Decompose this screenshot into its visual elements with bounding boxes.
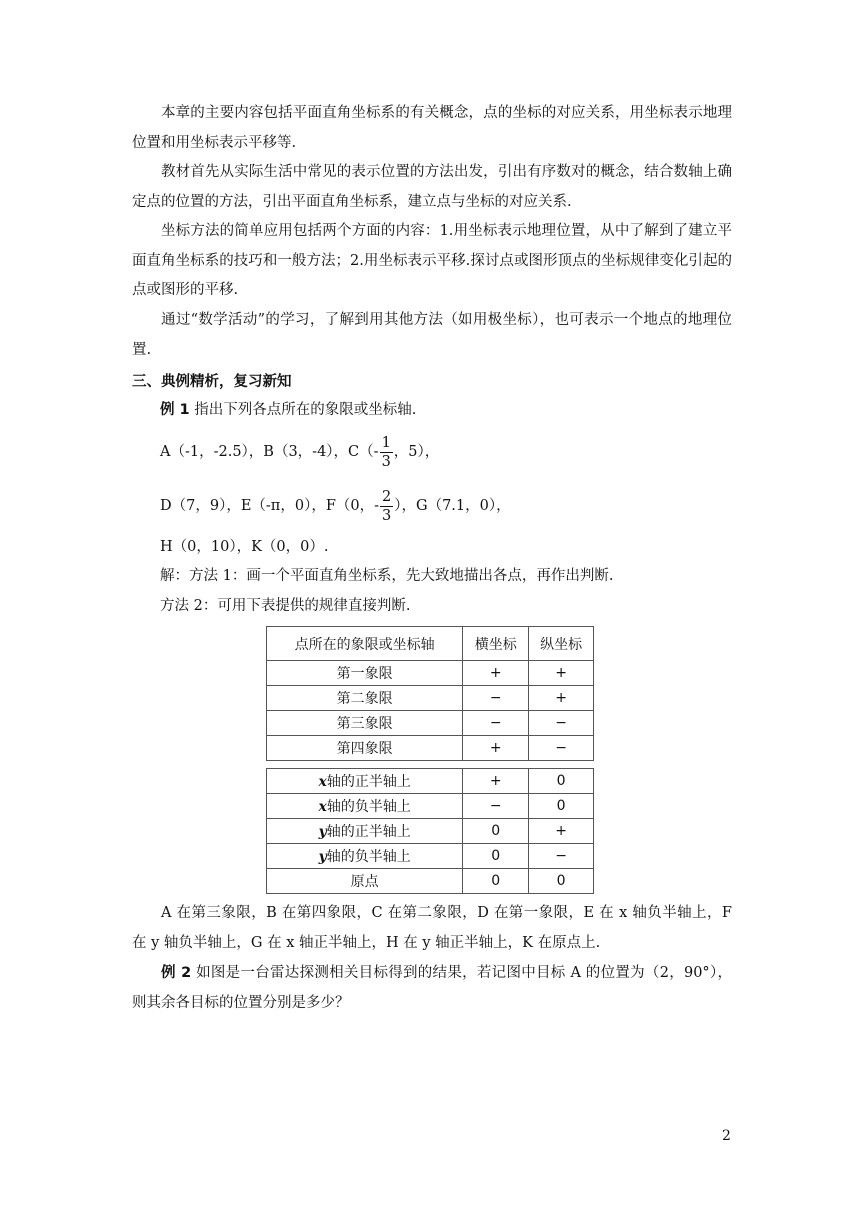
- fraction-two-thirds: $\frac{2}{3}$: [382, 488, 392, 524]
- solution-method-1: 解：方法 1：画一个平面直角坐标系，先大致地描出各点，再作出判断.: [160, 568, 614, 584]
- table-header-location: 点所在的象限或坐标轴: [267, 627, 463, 661]
- points-line-2a: D（7，9），E（-π，0），F（0，-: [160, 498, 380, 514]
- points-line-2b: ），G（7.1，0），: [394, 498, 511, 514]
- example-1-question: 指出下列各点所在的象限或坐标轴.: [194, 402, 417, 418]
- table-row: 第一象限 + +: [267, 661, 594, 686]
- points-line-1: [160, 430, 439, 474]
- example-1-prompt: [160, 400, 416, 420]
- example-2-question: 如图是一台雷达探测相关目标得到的结果，若记图中目标 A 的位置为（2，90°），则其余各目标的位置分别是多少？: [132, 965, 732, 1011]
- table-header-row: [267, 627, 594, 661]
- example-2-label: 例 2: [161, 965, 192, 981]
- fraction-one-third: $\frac{1}{3}$: [381, 434, 391, 470]
- points-line-1b: ，5），: [393, 444, 440, 460]
- table-row: x轴的正半轴上 + 0: [267, 769, 594, 794]
- intro-paragraph-2: 教材首先从实际生活中常见的表示位置的方法出发，引出有序数对的概念，结合数轴上确定点的位置的方法，引出平面直角坐标系，建立点与坐标的对应关系.: [132, 164, 732, 210]
- table-header-abscissa: 横坐标: [463, 627, 529, 661]
- section-heading: 三、典例精析，复习新知: [132, 374, 292, 390]
- axis-sign-table: [266, 768, 594, 894]
- table-row: 原点 0 0: [267, 869, 594, 894]
- table-row: y轴的正半轴上 0 +: [267, 819, 594, 844]
- quadrant-sign-table: [266, 626, 594, 761]
- table-row: 第二象限 − +: [267, 686, 594, 711]
- points-line-2: [160, 484, 511, 528]
- table-row: x轴的负半轴上 − 0: [267, 794, 594, 819]
- points-line-3: H（0，10），K（0，0）.: [160, 539, 329, 555]
- solution-method-2: 方法 2：可用下表提供的规律直接判断.: [160, 598, 411, 614]
- example-2-prompt: [132, 959, 732, 1018]
- example-1-label: 例 1: [160, 402, 190, 418]
- table-row: y轴的负半轴上 0 −: [267, 844, 594, 869]
- page-number: 2: [722, 1128, 731, 1144]
- intro-paragraph-3: 坐标方法的简单应用包括两个方面的内容：1.用坐标表示地理位置，从中了解到了建立平面直角坐标系的技巧和一般方法；2.用坐标表示平移.探讨点或图形顶点的坐标规律变化引起的点或图形的平移.: [132, 223, 732, 298]
- table-row: 第四象限 + −: [267, 736, 594, 761]
- points-line-1a: A（-1，-2.5），B（3，-4），C（-: [160, 444, 379, 460]
- example-1-answer: A 在第三象限，B 在第四象限，C 在第二象限，D 在第一象限，E 在 x 轴负半轴上，F 在 y 轴负半轴上，G 在 x 轴正半轴上，H 在 y 轴正半轴上，K 在原点上.: [132, 905, 732, 951]
- table-row: 第三象限 − −: [267, 711, 594, 736]
- intro-paragraph-1: 本章的主要内容包括平面直角坐标系的有关概念，点的坐标的对应关系，用坐标表示地理位置和用坐标表示平移等.: [132, 105, 732, 151]
- intro-paragraph-4: 通过“数学活动”的学习，了解到用其他方法（如用极坐标），也可表示一个地点的地理位置.: [132, 312, 732, 358]
- table-header-ordinate: 纵坐标: [529, 627, 594, 661]
